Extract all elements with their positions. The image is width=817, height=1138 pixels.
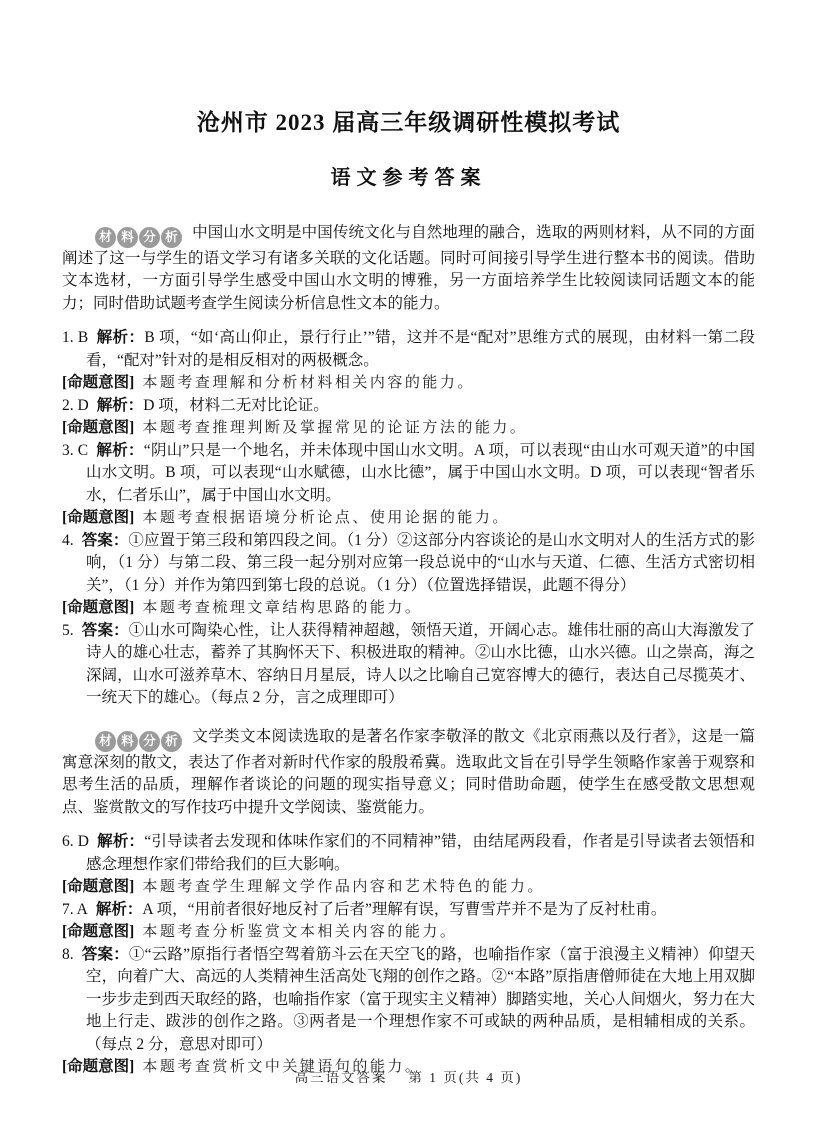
- intent-label: [命题意图]: [62, 878, 135, 895]
- answer-item: [62, 899, 755, 944]
- item-text: ①山水可陶染心性，让人获得精神超越，领悟天道，开阔心志。雄伟壮丽的高山大海激发了诗人的雄心壮志，蓄养了其胸怀天下、积极进取的精神。②山水比德，山水兴德。山之崇高，海之深阔，山水可滋养草木、容纳日月星辰，诗人以之比喻自己宽容博大的德行，表达自己尽揽英才、一统天下的雄心。（每点 2 分，言之成理即可）: [86, 621, 755, 707]
- intent-text: 本题考查梳理文章结构思路的能力。: [142, 600, 423, 617]
- item-text: ①应置于第三段和第四段之间。（1 分）②这部分内容谈论的是山水文明对人的生活方式的影响，（1 分）与第二段、第三段一起分别对应第一段总说中的“山水与天道、仁德、生活方式密切相关”，（1 分）并作为第四到第七段的总说。（1 分）（位置选择错误，此题不得分）: [86, 531, 755, 594]
- item-label: 答案：: [81, 945, 129, 963]
- item-text: ①“云路”原指行者悟空驾着筋斗云在天空飞的路，也喻指作家（富于浪漫主义精神）仰望天空，向着广大、高远的人类精神生活高处飞翔的创作之路。②“本路”原指唐僧师徒在大地上用双脚一步步走到西天取经的路，也喻指作家（富于现实主义精神）脚踏实地，关心人间烟火，努力在大地上行走、跋涉的创作之路。③两者是一个理想作家不可或缺的两种品质，是相辅相成的关系。（每点 2 分，意思对即可）: [86, 945, 755, 1053]
- item-label: 解析：: [95, 900, 143, 918]
- item-answer-line: [62, 327, 755, 372]
- item-text: “阴山”只是一个地名，并未体现中国山水文明。A 项，可以表现“由山水可观天道”的中国山水文明。B 项，可以表现“山水赋德，山水比德”，属于中国山水文明。D 项，可以表现“智者乐水，仁者乐山”，属于中国山水文明。: [86, 441, 755, 504]
- material-analysis-badge-char: 材: [95, 731, 116, 752]
- item-text: B 项，“如‘高山仰止，景行行止’”错，这并不是“配对”思维方式的展现，由材料一第二段看，“配对”针对的是相反相对的两极概念。: [86, 329, 755, 369]
- intent-text: 本题考查推理判断及掌握常见的论证方法的能力。: [142, 420, 528, 437]
- item-answer-line: [62, 899, 755, 922]
- item-number: 6. D: [62, 833, 89, 850]
- intent-line: [62, 597, 755, 620]
- material-analysis-badge-char: 析: [161, 731, 182, 752]
- material-analysis-paragraph: [62, 726, 755, 819]
- material-analysis-text: 中国山水文明是中国传统文化与自然地理的融合，选取的两则材料，从不同的方面阐述了这一与学生的语文学习有诸多关联的文化话题。同时可间接引导学生进行整本书的阅读。借助文本选材，一方面引导学生感受中国山水文明的博雅，另一方面培养学生比较阅读同话题文本的能力；同时借助试题考查学生阅读分析信息性文本的能力。: [62, 224, 755, 312]
- intent-text: 本题考查赏析文中关键语句的能力。: [142, 1059, 423, 1075]
- item-answer-line: [62, 831, 755, 876]
- item-answer-line: [62, 395, 755, 418]
- intent-text: 本题考查分析鉴赏文本相关内容的能力。: [142, 924, 458, 940]
- item-label: 解析：: [96, 329, 145, 347]
- intent-label: [命题意图]: [62, 1058, 135, 1075]
- material-analysis-badge-char: 分: [139, 731, 160, 752]
- item-number: 1. B: [62, 329, 89, 347]
- intent-text: 本题考查学生理解文学作品内容和艺术特色的能力。: [142, 879, 545, 895]
- material-analysis-badge-char: 料: [117, 227, 138, 248]
- intent-label: [命题意图]: [62, 419, 135, 437]
- material-analysis-badge-char: 材: [95, 227, 116, 248]
- item-label: 解析：: [96, 441, 144, 459]
- intent-label: [命题意图]: [62, 374, 135, 392]
- item-answer-line: [62, 944, 755, 1057]
- answer-item: [62, 831, 755, 899]
- intent-label: [命题意图]: [62, 599, 135, 617]
- page-footer: 高三语文答案 第 1 页(共 4 页): [294, 1070, 523, 1085]
- answer-item: [62, 620, 755, 710]
- item-text: A 项，“用前者很好地反衬了后者”理解有误，写曹雪芹并不是为了反衬杜甫。: [142, 900, 667, 918]
- intent-line: [62, 507, 755, 530]
- item-number: 3. C: [62, 441, 89, 459]
- item-answer-line: [62, 530, 755, 598]
- answer-item: [62, 944, 755, 1079]
- item-label: 答案：: [81, 531, 129, 549]
- material-analysis-text: 文学类文本阅读选取的是著名作家李敬泽的散文《北京雨燕以及行者》，这是一篇寓意深刻的散文，表达了作者对新时代作家的殷殷希冀。选取此文旨在引导学生领略作家善于观察和思考生活的品质，理解作者谈论的问题的现实指导意义；同时借助命题，使学生在感受散文思想观点、鉴赏散文的写作技巧中提升文学阅读、鉴赏能力。: [62, 727, 755, 816]
- answer-item: [62, 440, 755, 530]
- intent-label: [命题意图]: [62, 509, 135, 527]
- item-answer-line: [62, 440, 755, 508]
- material-analysis-badge-char: 料: [117, 731, 138, 752]
- item-number: 8.: [62, 945, 74, 963]
- answer-item: [62, 395, 755, 440]
- material-analysis-badge: [95, 728, 183, 748]
- intent-line: [62, 417, 755, 440]
- intent-text: 本题考查理解和分析材料相关内容的能力。: [142, 375, 475, 392]
- item-answer-line: [62, 620, 755, 710]
- item-label: 答案：: [81, 621, 129, 639]
- item-text: D 项，材料二无对比论证。: [143, 396, 329, 414]
- page-title: 沧州市 2023 届高三年级调研性模拟考试: [196, 110, 621, 135]
- item-number: 2. D: [62, 396, 89, 414]
- answer-item: [62, 530, 755, 620]
- item-text: “引导读者去发现和体味作家们的不同精神”错，由结尾两段看，作者是引导读者去领悟和感念理想作家们带给我们的巨大影响。: [86, 833, 755, 873]
- item-label: 解析：: [96, 396, 144, 414]
- intent-text: 本题考查根据语境分析论点、使用论据的能力。: [142, 510, 510, 527]
- answer-blocks: [62, 222, 755, 1079]
- intent-line: [62, 876, 755, 899]
- material-analysis-badge-char: 分: [139, 227, 160, 248]
- intent-line: [62, 372, 755, 395]
- page-subtitle: 语文参考答案: [330, 167, 487, 189]
- item-number: 7. A: [62, 900, 88, 918]
- material-analysis-badge-char: 析: [161, 227, 182, 248]
- material-analysis-paragraph: [62, 222, 755, 315]
- item-number: 4.: [62, 531, 74, 549]
- item-number: 5.: [62, 621, 74, 639]
- intent-label: [命题意图]: [62, 923, 135, 940]
- item-label: 解析：: [96, 833, 145, 850]
- intent-line: [62, 921, 755, 944]
- answer-item: [62, 327, 755, 395]
- material-analysis-badge: [95, 224, 183, 244]
